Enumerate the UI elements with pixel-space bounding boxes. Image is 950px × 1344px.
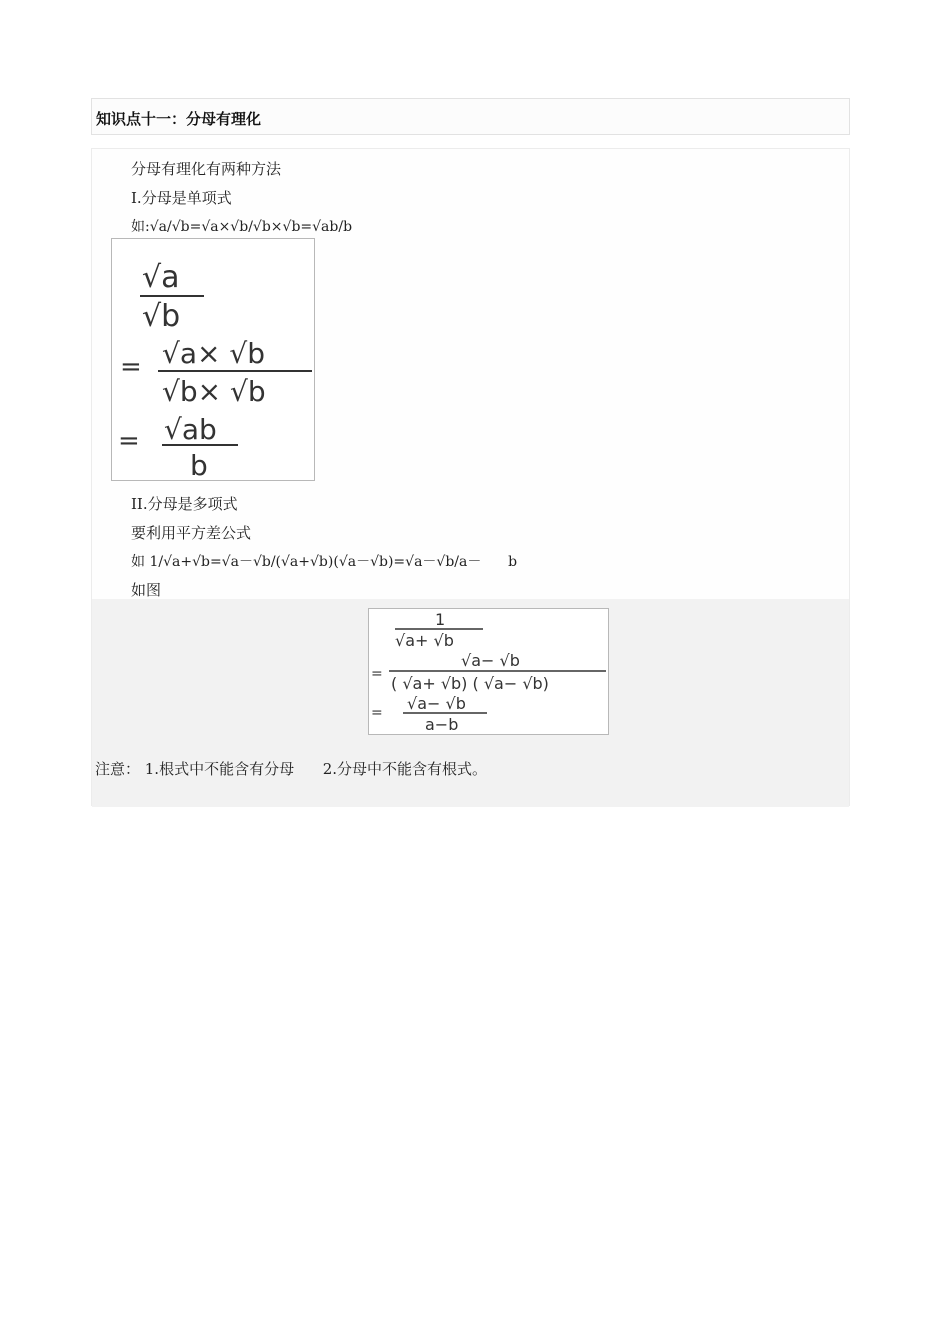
r3-equals: = bbox=[371, 705, 383, 721]
section2-see-figure: 如图 bbox=[131, 581, 162, 599]
formula-image-2 bbox=[368, 608, 609, 735]
section2-title: II.分母是多项式 bbox=[131, 495, 238, 513]
section2-example: 如 1/√a+√b=√a－√b/(√a+√b)(√a－√b)=√a－√b/a－ b bbox=[131, 554, 518, 570]
section-header bbox=[91, 98, 850, 135]
formula-2-svg bbox=[369, 609, 608, 734]
r3-numerator: √a− √b bbox=[407, 694, 466, 713]
f2-equals: = bbox=[120, 352, 142, 382]
section1-example: 如:√a/√b=√a×√b/√b×√b=√ab/b bbox=[131, 219, 353, 235]
section1-title: I.分母是单项式 bbox=[131, 189, 232, 207]
footer-note: 注意： 1.根式中不能含有分母 2.分母中不能含有根式。 bbox=[95, 760, 488, 778]
f1-denominator: √b bbox=[142, 299, 181, 334]
f3-equals: = bbox=[118, 426, 140, 456]
intro-text: 分母有理化有两种方法 bbox=[131, 160, 282, 178]
r3-denominator: a−b bbox=[425, 715, 459, 734]
r2-numerator: √a− √b bbox=[461, 651, 520, 670]
f3-numerator: √ab bbox=[164, 413, 217, 446]
f2-denominator: √b× √b bbox=[162, 375, 266, 408]
formula-image-1 bbox=[111, 238, 315, 481]
section-title: 知识点十一：分母有理化 bbox=[96, 110, 262, 128]
r1-numerator: 1 bbox=[435, 610, 446, 629]
r2-equals: = bbox=[371, 666, 383, 682]
r2-denominator: ( √a+ √b) ( √a− √b) bbox=[391, 674, 549, 693]
f3-denominator: b bbox=[190, 449, 208, 480]
f1-numerator: √a bbox=[142, 260, 180, 295]
section2-note: 要利用平方差公式 bbox=[131, 524, 252, 542]
f2-numerator: √a× √b bbox=[162, 337, 265, 370]
r1-denominator: √a+ √b bbox=[395, 631, 454, 650]
formula-1-svg bbox=[112, 239, 314, 480]
